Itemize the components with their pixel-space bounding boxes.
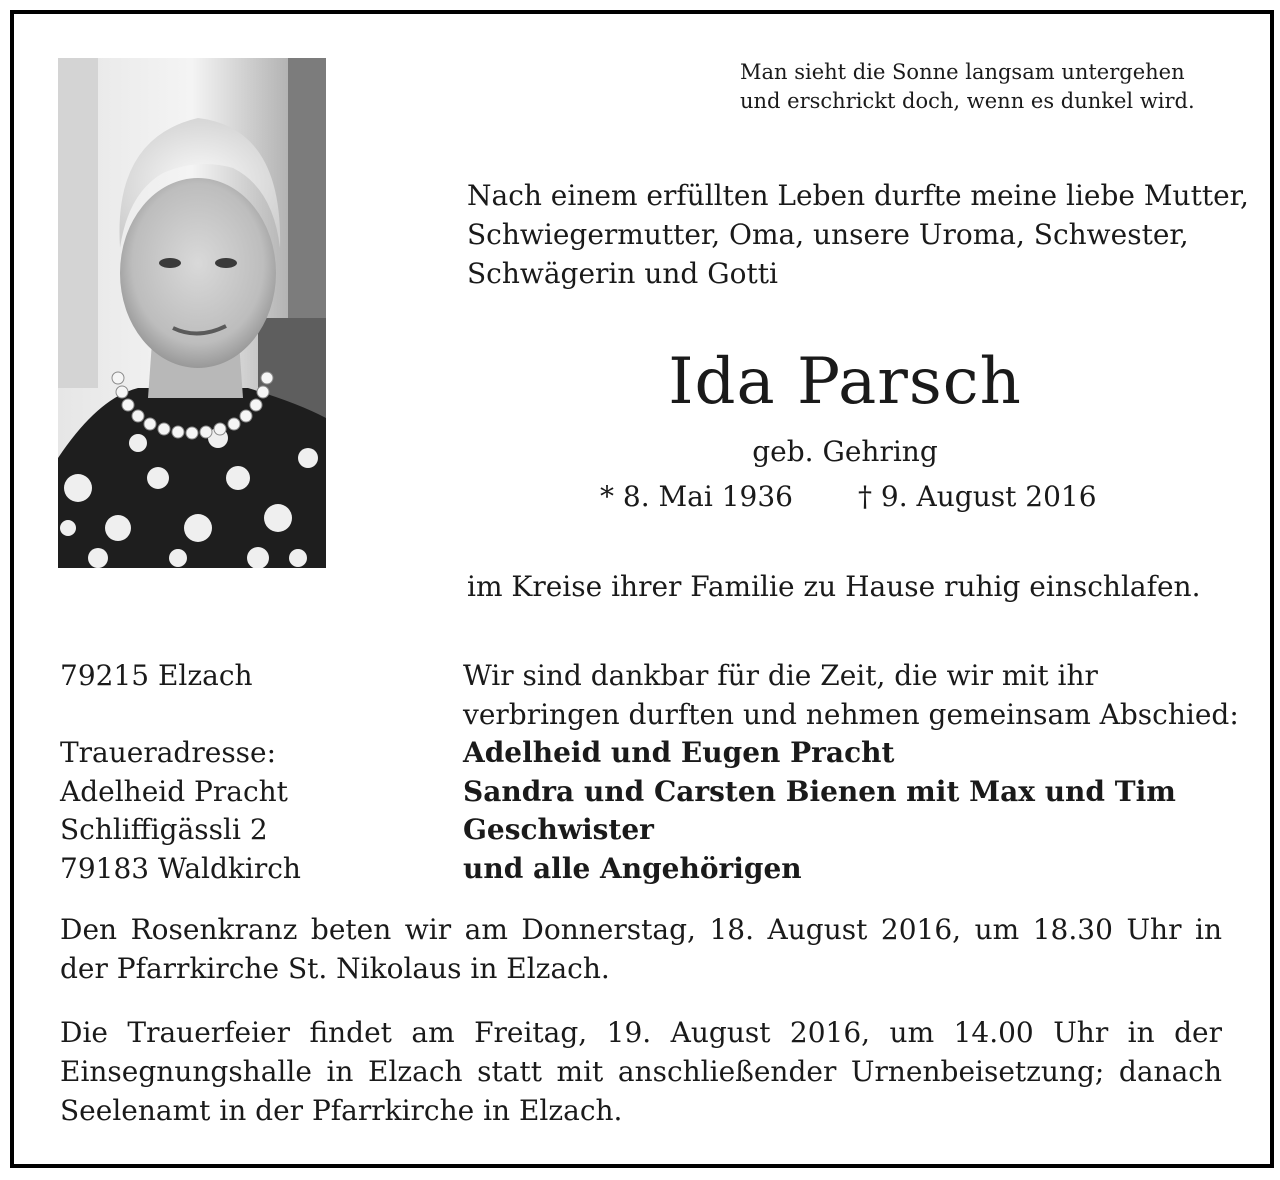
mourner-name: Sandra und Carsten Bienen mit Max und Tim: [463, 774, 1176, 808]
mourner-name: Geschwister: [463, 813, 654, 846]
motto-quote: [740, 58, 1220, 116]
birth-date: * 8. Mai 1936: [600, 480, 793, 513]
mourner-name: Adelheid und Eugen Pracht: [463, 736, 895, 769]
maiden-name: geb. Gehring: [752, 435, 938, 468]
intro-line-3: Schwägerin und Gotti: [467, 257, 778, 290]
address-city: 79183 Waldkirch: [60, 851, 301, 885]
funeral-paragraph: Die Trauerfeier findet am Freitag, 19. August 2016, um 14.00 Uhr in der Einsegnungshalle in Elzach statt mit anschließender Urnenbeisetzung; danach Seelenamt in der Pfarrkirche in Elzach.: [60, 1016, 1222, 1127]
intro-line-1: Nach einem erfüllten Leben durfte meine liebe Mutter,: [467, 179, 1249, 212]
intro-line-2: Schwiegermutter, Oma, unsere Uroma, Schwester,: [467, 218, 1189, 251]
life-dates: [590, 478, 1110, 518]
motto-line-1: Man sieht die Sonne langsam untergehen: [740, 60, 1185, 84]
portrait-photo: [58, 58, 326, 568]
deceased-name: Ida Parsch: [668, 345, 1022, 419]
address-place: 79215 Elzach: [60, 659, 253, 692]
outro-text: im Kreise ihrer Familie zu Hause ruhig einschlafen.: [467, 570, 1201, 603]
address-street: Schliffigässli 2: [60, 813, 268, 846]
mourner-name: und alle Angehörigen: [463, 851, 802, 885]
mourners-intro-2: verbringen durften und nehmen gemeinsam Abschied:: [463, 697, 1239, 731]
mourning-address: [60, 657, 440, 888]
rosary-paragraph: Den Rosenkranz beten wir am Donnerstag, 18. August 2016, um 18.30 Uhr in der Pfarrkirche St. Nikolaus in Elzach.: [60, 913, 1222, 985]
intro-text: [467, 176, 1249, 293]
motto-line-2: und erschrickt doch, wenn es dunkel wird.: [740, 89, 1195, 113]
mourners-intro-1: Wir sind dankbar für die Zeit, die wir mit ihr: [463, 659, 1098, 692]
address-spacer: [60, 696, 440, 735]
death-date: † 9. August 2016: [858, 480, 1097, 513]
address-name: Adelheid Pracht: [60, 774, 288, 808]
mourners-list: [463, 657, 1243, 888]
address-heading: Traueradresse:: [60, 736, 277, 769]
